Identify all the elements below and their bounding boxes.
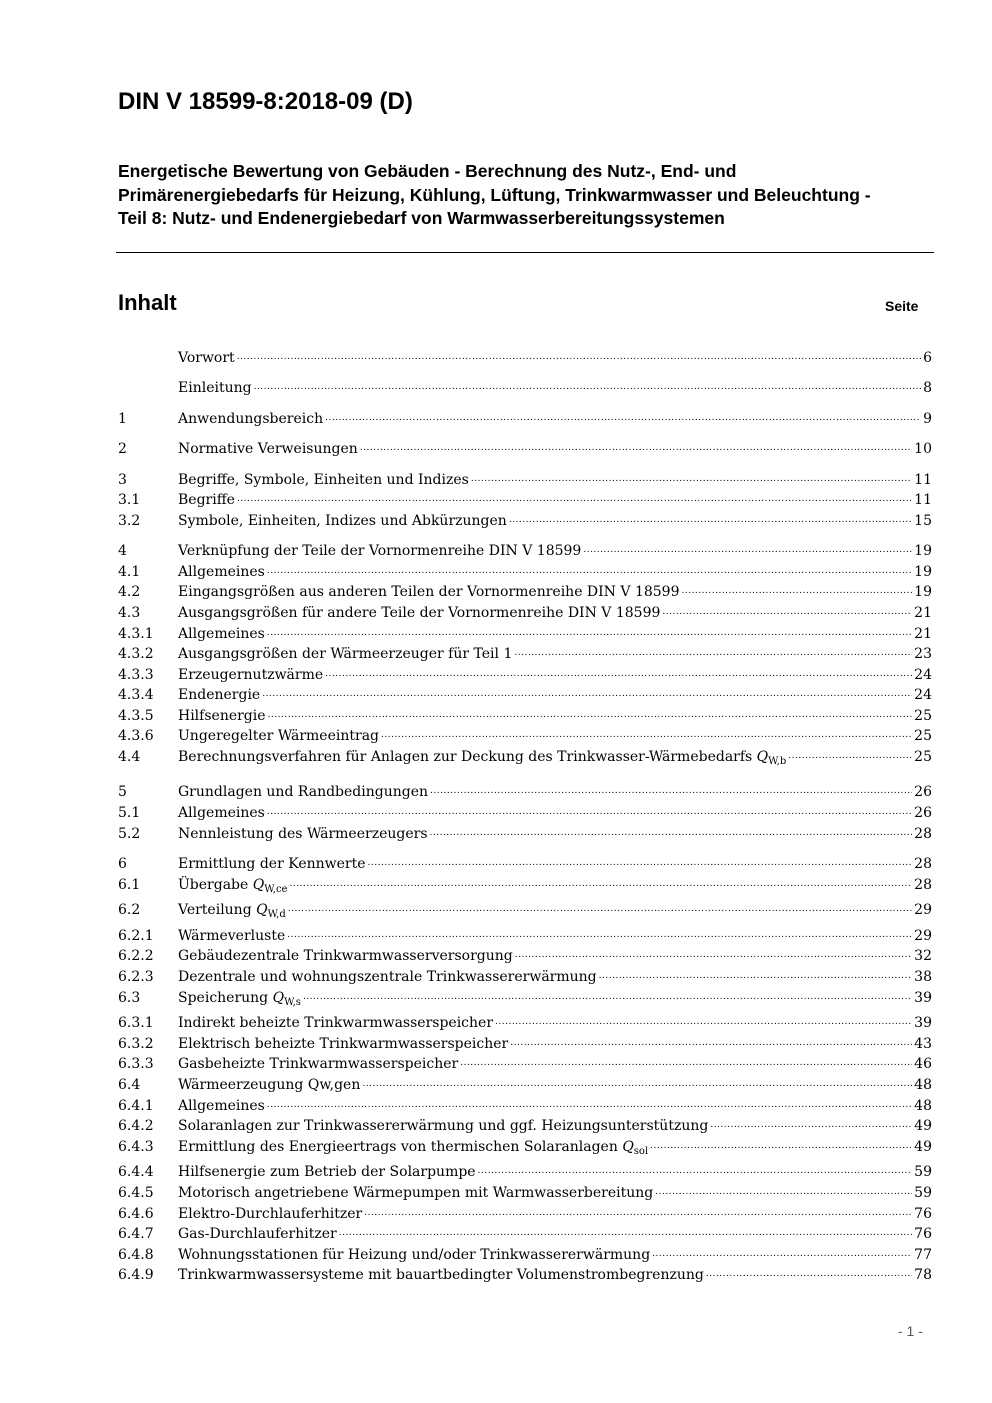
toc-entry-title <box>178 1054 458 1075</box>
dot-leader <box>381 726 912 740</box>
dot-leader <box>652 1245 912 1259</box>
toc-entry[interactable] <box>118 706 932 727</box>
toc-entry-number: 6.4.5 <box>118 1184 154 1201</box>
toc-entry-page: 10 <box>914 441 932 458</box>
toc-entry-page: 39 <box>914 989 932 1006</box>
toc-entry-number: 5.1 <box>118 805 141 822</box>
toc-entry-number: 4.4 <box>118 749 141 766</box>
toc-entry-title-text: Grundlagen und Randbedingungen <box>178 784 429 801</box>
toc-entry-title <box>178 511 507 532</box>
toc-entry[interactable] <box>118 1162 932 1183</box>
dot-leader <box>237 348 921 362</box>
toc-entry-title <box>178 782 428 803</box>
toc-entry-title-text: Indirekt beheizte Trinkwarmwasserspeicher <box>178 1015 494 1032</box>
dot-leader <box>430 824 913 838</box>
toc-entry-title <box>178 1013 493 1034</box>
dot-leader <box>325 665 912 679</box>
toc-entry-number: 6.3.1 <box>118 1015 154 1032</box>
toc-entry-title <box>178 348 235 369</box>
toc-entry-title-text: Gasbeheizte Trinkwarmwasserspeicher <box>178 1056 459 1073</box>
toc-entry-number: 6.4.8 <box>118 1246 154 1263</box>
formula-symbol: Q <box>256 902 268 919</box>
toc-entry-title-text: Wohnungsstationen für Heizung und/oder Trinkwassererwärmung <box>178 1246 651 1263</box>
dot-leader <box>237 490 912 504</box>
toc-entry-page: 26 <box>914 784 932 801</box>
toc-entry-title-text: Einleitung <box>178 380 252 397</box>
toc-entry-number: 6 <box>118 856 127 873</box>
toc-entry-number: 5 <box>118 784 127 801</box>
toc-entry-number: 6.4.4 <box>118 1164 154 1181</box>
toc-entry[interactable] <box>118 1116 932 1137</box>
toc-entry-title-text: Anwendungsbereich <box>178 410 324 427</box>
toc-entry-title <box>178 439 358 460</box>
toc-entry-title <box>178 967 597 988</box>
toc-entry[interactable] <box>118 582 932 603</box>
toc-entry-title-text: Allgemeines <box>178 563 265 580</box>
toc-entry-page: 76 <box>914 1205 932 1222</box>
toc-entry[interactable] <box>118 1204 932 1225</box>
toc-entry-number: 4 <box>118 543 127 560</box>
formula-subscript: W,s <box>284 996 301 1008</box>
toc-entry-title-text: Vorwort <box>178 350 235 366</box>
toc-entry-title <box>178 409 323 430</box>
toc-entry-number: 6.2.3 <box>118 969 154 986</box>
toc-entry-page: 78 <box>914 1267 932 1284</box>
dot-leader <box>368 854 913 868</box>
dot-leader <box>681 582 912 596</box>
toc-entry-page: 19 <box>914 543 932 560</box>
toc-entry-title-text: Übergabe <box>178 876 249 893</box>
toc-entry-title-text: Eingangsgrößen aus anderen Teilen der Vornormenreihe DIN V 18599 <box>178 584 680 601</box>
toc-entry-title <box>178 603 660 624</box>
toc-entry[interactable] <box>118 490 932 511</box>
toc-entry-page: 39 <box>914 1015 932 1032</box>
dot-leader <box>268 706 913 720</box>
formula-subscript: W,d <box>267 909 286 921</box>
toc-page-column-label: Seite <box>885 298 919 314</box>
toc-entry[interactable] <box>118 644 932 665</box>
toc-entry-title-text: Gas-Durchlauferhitzer <box>178 1226 337 1243</box>
toc-entry-number: 2 <box>118 441 127 458</box>
toc-entry[interactable] <box>118 1224 932 1245</box>
toc-entry-title <box>178 685 260 706</box>
toc-entry-page: 32 <box>914 948 932 965</box>
toc-entry-page: 23 <box>914 646 932 663</box>
toc-entry-number: 3.1 <box>118 492 141 509</box>
formula-subscript: W,ce <box>264 883 288 895</box>
toc-entry[interactable] <box>118 511 932 532</box>
dot-leader <box>303 988 912 1002</box>
toc-entry[interactable] <box>118 541 932 562</box>
toc-entry[interactable] <box>118 926 932 947</box>
toc-entry-page: 15 <box>914 512 932 529</box>
toc-heading: Inhalt <box>118 290 177 315</box>
dot-leader <box>267 803 912 817</box>
toc-entry[interactable] <box>118 624 932 645</box>
toc-entry-number: 6.4.2 <box>118 1118 154 1135</box>
toc-entry-title-text: Elektro-Durchlauferhitzer <box>178 1205 363 1222</box>
dot-leader <box>362 1075 912 1089</box>
formula-symbol: Q <box>272 989 285 1006</box>
toc-entry-title-text: Hilfsenergie <box>178 707 266 724</box>
dot-leader <box>495 1013 912 1027</box>
toc-entry-title <box>178 926 285 947</box>
toc-entry-title <box>178 1204 362 1225</box>
dot-leader <box>339 1224 912 1238</box>
toc-entry-title-text: Allgemeines <box>178 1097 265 1114</box>
toc-entry-title-text: Allgemeines <box>178 805 265 822</box>
toc-entry[interactable] <box>118 1075 932 1096</box>
toc-entry-title <box>178 1265 704 1286</box>
formula-subscript: W,b <box>768 756 787 768</box>
toc-entry-page: 25 <box>914 728 932 745</box>
toc-entry-number: 4.3.5 <box>118 707 154 724</box>
dot-leader <box>515 946 912 960</box>
toc-entry-page: 48 <box>914 1076 932 1093</box>
toc-entry-number: 6.4.1 <box>118 1097 154 1114</box>
toc-entry-page: 49 <box>914 1118 932 1135</box>
toc-entry[interactable] <box>118 1137 932 1163</box>
toc-entry-title-text: Erzeugernutzwärme <box>178 666 324 683</box>
toc-entry-title-text: Ausgangsgrößen der Wärmeerzeuger für Teil 1 <box>178 646 513 663</box>
toc-entry-page: 77 <box>914 1246 932 1263</box>
toc-entry-title <box>178 1245 650 1266</box>
toc-entry-title <box>178 726 379 747</box>
toc-entry-title-text: Nennleistung des Wärmeerzeugers <box>178 825 428 842</box>
dot-leader <box>478 1162 913 1176</box>
toc-entry-title <box>178 1224 337 1245</box>
toc-entry-page: 21 <box>914 604 932 621</box>
toc-entry-page: 49 <box>914 1138 932 1155</box>
toc-entry[interactable] <box>118 803 932 824</box>
toc-entry-number: 1 <box>118 410 127 427</box>
toc-entry-page: 24 <box>914 666 932 683</box>
toc-entry-page: 11 <box>914 471 932 488</box>
toc-entry-page: 19 <box>914 563 932 580</box>
toc-entry-title-text: Allgemeines <box>178 625 265 642</box>
toc-entry-title-text: Symbole, Einheiten, Indizes und Abkürzungen <box>178 512 507 529</box>
dot-leader <box>514 644 912 658</box>
toc-entry-title <box>178 988 301 1014</box>
toc-entry-number: 6.4.6 <box>118 1205 154 1222</box>
dot-leader <box>364 1204 912 1218</box>
toc-entry-title-text: Normative Verweisungen <box>178 441 358 458</box>
toc-entry[interactable] <box>118 378 932 399</box>
toc-entry-number: 6.4 <box>118 1076 141 1093</box>
toc-entry[interactable] <box>118 1183 932 1204</box>
formula-symbol: Q <box>622 1138 634 1155</box>
toc-entry-title <box>178 1075 360 1096</box>
toc-entry-page: 76 <box>914 1226 932 1243</box>
toc-entry-number: 4.3.2 <box>118 646 154 663</box>
toc-entry[interactable] <box>118 409 932 430</box>
toc-entry-number: 6.3 <box>118 989 141 1006</box>
toc-entry-title-text: Wärmeerzeugung Qw,gen <box>178 1076 361 1093</box>
toc-entry[interactable] <box>118 988 932 1014</box>
toc-entry[interactable] <box>118 747 932 773</box>
toc-entry[interactable] <box>118 470 932 491</box>
toc-entry-number: 6.4.9 <box>118 1267 154 1284</box>
toc-entry-title <box>178 470 469 491</box>
toc-entry-number: 4.3.4 <box>118 687 154 704</box>
toc-entry-number: 4.3.1 <box>118 625 154 642</box>
toc-entry[interactable] <box>118 603 932 624</box>
toc-entry-title <box>178 1116 708 1137</box>
toc-entry-page: 48 <box>914 1097 932 1114</box>
toc-entry-title-text: Begriffe, Symbole, Einheiten und Indizes <box>178 471 469 488</box>
toc-entry-number: 4.3.3 <box>118 666 154 683</box>
dot-leader <box>325 409 921 423</box>
dot-leader <box>267 624 912 638</box>
toc-entry-title <box>178 1162 476 1183</box>
toc-entry-page: 28 <box>914 825 932 842</box>
toc-entry-number: 3 <box>118 471 127 488</box>
toc-entry-page: 8 <box>923 380 932 397</box>
toc-entry[interactable] <box>118 782 932 803</box>
dot-leader <box>662 603 912 617</box>
toc-entry-title <box>178 824 428 845</box>
toc-entry-number: 4.2 <box>118 584 141 601</box>
dot-leader <box>360 439 912 453</box>
dot-leader <box>509 511 912 525</box>
toc-entry-title-text: Elektrisch beheizte Trinkwarmwasserspeicher <box>178 1035 509 1052</box>
toc-entry[interactable] <box>118 562 932 583</box>
table-of-contents <box>118 348 932 1286</box>
toc-entry-title <box>178 875 287 901</box>
toc-entry-title <box>178 541 581 562</box>
toc-entry-page: 29 <box>914 902 932 919</box>
toc-entry-page: 46 <box>914 1056 932 1073</box>
title-divider <box>116 252 934 253</box>
toc-entry[interactable] <box>118 1096 932 1117</box>
toc-entry[interactable] <box>118 439 932 460</box>
dot-leader <box>599 967 913 981</box>
formula-subscript: sol <box>633 1145 649 1157</box>
toc-entry-title <box>178 562 265 583</box>
toc-entry-number: 4.3.6 <box>118 728 154 745</box>
toc-entry[interactable] <box>118 1034 932 1055</box>
toc-entry-title <box>178 1183 653 1204</box>
toc-entry-number: 6.4.3 <box>118 1138 154 1155</box>
toc-entry-title <box>178 900 286 926</box>
toc-entry-title-text: Motorisch angetriebene Wärmepumpen mit Warmwasserbereitung <box>178 1184 654 1201</box>
toc-entry-title-text: Endenergie <box>178 687 261 704</box>
toc-entry-title-text: Ermittlung des Energieertrags von thermischen Solaranlagen <box>178 1138 618 1155</box>
toc-entry-number: 6.3.2 <box>118 1035 154 1052</box>
toc-entry-title <box>178 1096 265 1117</box>
dot-leader <box>788 747 912 761</box>
toc-entry[interactable] <box>118 967 932 988</box>
dot-leader <box>706 1265 912 1279</box>
toc-entry[interactable] <box>118 900 932 926</box>
toc-entry-number: 4.1 <box>118 563 141 580</box>
toc-entry-page: 38 <box>914 969 932 986</box>
toc-entry-title-text: Dezentrale und wohnungszentrale Trinkwassererwärmung <box>178 969 597 986</box>
dot-leader <box>471 470 912 484</box>
toc-entry-title-text: Wärmeverluste <box>178 927 286 944</box>
toc-entry-page: 24 <box>914 687 932 704</box>
toc-entry-title <box>178 665 323 686</box>
dot-leader <box>288 900 912 914</box>
dot-leader <box>583 541 912 555</box>
toc-entry-title-text: Speicherung <box>178 989 269 1006</box>
toc-entry-title-text: Berechnungsverfahren für Anlagen zur Deckung des Trinkwasser-Wärmebedarfs <box>178 749 753 766</box>
toc-entry-title <box>178 378 252 399</box>
toc-entry-page: 26 <box>914 805 932 822</box>
toc-entry[interactable] <box>118 1265 932 1286</box>
toc-entry-page: 59 <box>914 1184 932 1201</box>
toc-entry[interactable] <box>118 665 932 686</box>
toc-entry[interactable] <box>118 685 932 706</box>
toc-entry-title-text: Ermittlung der Kennwerte <box>178 856 366 873</box>
dot-leader <box>287 926 912 940</box>
toc-entry-page: 28 <box>914 856 932 873</box>
toc-entry-title-text: Ausgangsgrößen für andere Teile der Vornormenreihe DIN V 18599 <box>178 604 661 621</box>
dot-leader <box>650 1137 912 1151</box>
toc-entry-title-text: Gebäudezentrale Trinkwarmwasserversorgung <box>178 948 513 965</box>
dot-leader <box>430 782 912 796</box>
toc-entry[interactable] <box>118 854 932 875</box>
page-number: - 1 - <box>898 1323 923 1339</box>
toc-entry-title-text: Verknüpfung der Teile der Vornormenreihe DIN V 18599 <box>178 543 582 560</box>
dot-leader <box>289 875 912 889</box>
toc-entry-title <box>178 1034 508 1055</box>
toc-entry[interactable] <box>118 946 932 967</box>
toc-entry-title <box>178 624 265 645</box>
toc-entry-title <box>178 582 679 603</box>
toc-entry[interactable] <box>118 875 932 901</box>
dot-leader <box>655 1183 912 1197</box>
toc-entry-number: 5.2 <box>118 825 141 842</box>
toc-entry[interactable] <box>118 348 932 369</box>
toc-entry-number: 3.2 <box>118 512 141 529</box>
dot-leader <box>254 378 922 392</box>
toc-entry-number: 6.2 <box>118 902 141 919</box>
toc-entry-page: 19 <box>914 584 932 601</box>
toc-entry-title <box>178 854 366 875</box>
toc-entry-page: 59 <box>914 1164 932 1181</box>
toc-entry-title-text: Verteilung <box>178 902 252 919</box>
toc-entry-title <box>178 490 235 511</box>
toc-entry-page: 6 <box>923 350 932 366</box>
toc-entry-title-text: Solaranlagen zur Trinkwassererwärmung und ggf. Heizungsunterstützung <box>178 1118 709 1135</box>
dot-leader <box>460 1054 912 1068</box>
toc-entry-title-text: Trinkwarmwassersysteme mit bauartbedingter Volumenstrombegrenzung <box>178 1267 704 1284</box>
toc-entry-title <box>178 706 266 727</box>
toc-entry-title-text: Ungeregelter Wärmeeintrag <box>178 728 379 745</box>
dot-leader <box>267 562 912 576</box>
document-title: DIN V 18599-8:2018-09 (D) <box>118 88 413 115</box>
toc-entry-number: 6.1 <box>118 876 141 893</box>
toc-entry-page: 43 <box>914 1035 932 1052</box>
toc-entry-number: 6.3.3 <box>118 1056 154 1073</box>
toc-entry-number: 4.3 <box>118 604 141 621</box>
dot-leader <box>267 1096 912 1110</box>
document-subtitle: Energetische Bewertung von Gebäuden - Berechnung des Nutz-, End- und Primärenergiebedarfs für Heizung, Kühlung, Lüftung, Trinkwarmwasser und Beleuchtung - Teil 8: Nutz- und Endenergiebedarf von Warmwasserbereitungssystemen <box>118 161 871 228</box>
dot-leader <box>510 1034 912 1048</box>
toc-entry-title-text: Hilfsenergie zum Betrieb der Solarpumpe <box>178 1164 476 1181</box>
toc-entry-page: 29 <box>914 927 932 944</box>
toc-entry-page: 21 <box>914 625 932 642</box>
toc-entry-title <box>178 644 512 665</box>
toc-entry[interactable] <box>118 1054 932 1075</box>
toc-entry-page: 9 <box>923 410 932 427</box>
toc-entry[interactable] <box>118 726 932 747</box>
toc-entry-page: 25 <box>914 749 932 766</box>
toc-entry-number: 6.2.1 <box>118 927 154 944</box>
toc-entry-title <box>178 803 265 824</box>
toc-entry-number: 6.2.2 <box>118 948 154 965</box>
toc-entry-title-text: Begriffe <box>178 492 235 509</box>
toc-entry-title <box>178 1137 648 1163</box>
dot-leader <box>710 1116 912 1130</box>
toc-entry-page: 28 <box>914 876 932 893</box>
toc-entry-page: 11 <box>914 492 932 509</box>
formula-symbol: Q <box>756 749 769 766</box>
formula-symbol: Q <box>252 876 265 893</box>
toc-entry[interactable] <box>118 824 932 845</box>
toc-entry-title <box>178 946 513 967</box>
toc-entry-title <box>178 747 786 773</box>
toc-entry-number: 6.4.7 <box>118 1226 154 1243</box>
toc-entry[interactable] <box>118 1245 932 1266</box>
toc-entry[interactable] <box>118 1013 932 1034</box>
dot-leader <box>262 685 912 699</box>
toc-entry-page: 25 <box>914 707 932 724</box>
